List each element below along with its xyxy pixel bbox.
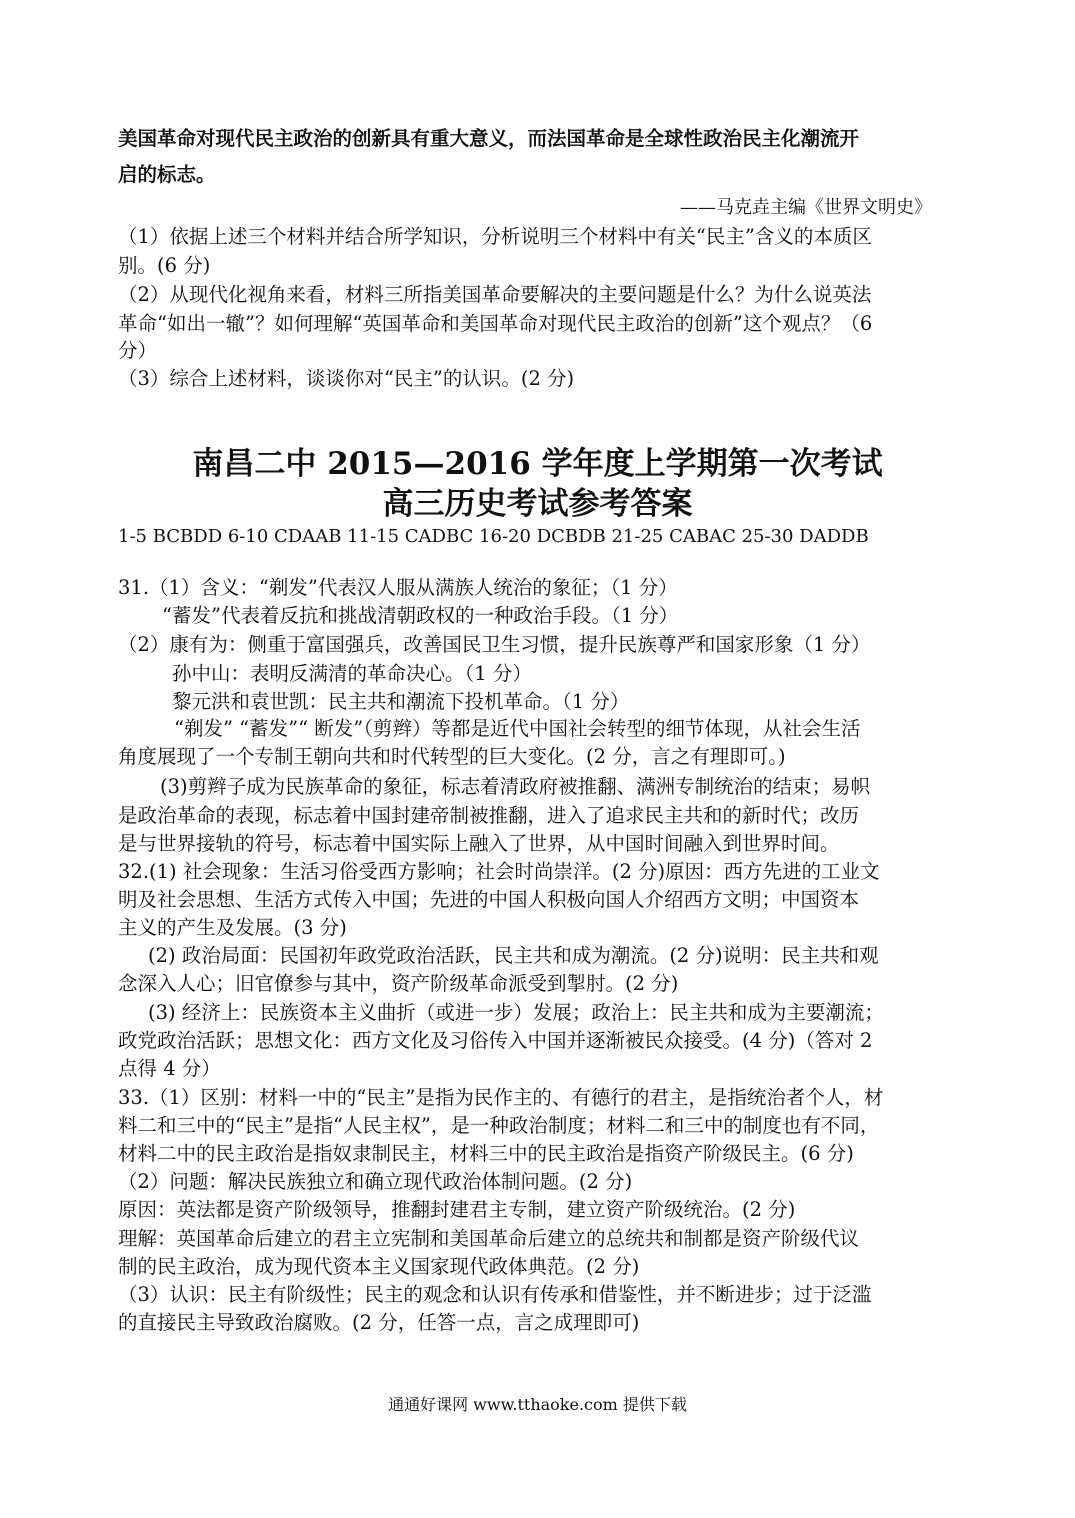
answer-line: 点得 4 分） [118, 1057, 221, 1080]
answer-key-line: 1-5 BCBDD 6-10 CDAAB 11-15 CADBC 16-20 DCBDB 21-25 CABAC 25-30 DADDB [118, 526, 869, 547]
question-line: 分） [118, 339, 158, 362]
question-line: 革命“如出一辙”？如何理解“英国革命和美国革命对现代民主政治的创新”这个观点？（6 [118, 312, 873, 335]
answer-line: 孙中山：表明反满清的革命决心。（1 分） [172, 662, 532, 685]
answer-line: (3) 经济上：民族资本主义曲折（或进一步）发展；政治上：民主共和成为主要潮流； [148, 1001, 884, 1024]
answer-line: 原因：英法都是资产阶级领导，推翻封建君主专制，建立资产阶级统治。(2 分) [118, 1198, 796, 1221]
answer-line: 32.(1) 社会现象：生活习俗受西方影响；社会时尚崇洋。(2 分)原因：西方先进的工业文 [118, 860, 880, 883]
question-line: （3）综合上述材料，谈谈你对“民主”的认识。(2 分) [118, 367, 575, 390]
answer-line: 黎元洪和袁世凯：民主共和潮流下投机革命。（1 分） [172, 690, 630, 713]
answer-line: 理解：英国革命后建立的君主立宪制和美国革命后建立的总统共和制都是资产阶级代议 [118, 1227, 860, 1250]
answer-line: （3）认识：民主有阶级性；民主的观念和认识有传承和借鉴性，并不断进步；过于泛滥 [118, 1283, 872, 1306]
answer-line: 是与世界接轨的符号，标志着中国实际上融入了世界，从中国时间融入到世界时间。 [118, 832, 840, 855]
page-subtitle: 高三历史考试参考答案 [382, 486, 693, 522]
answer-line: 角度展现了一个专制王朝向共和时代转型的巨大变化。(2 分，言之有理即可。) [118, 745, 786, 768]
question-line: （2）从现代化视角来看，材料三所指美国革命要解决的主要问题是什么？为什么说英法 [118, 283, 872, 306]
answer-line: 的直接民主导致政治腐败。(2 分，任答一点，言之成理即可) [118, 1311, 640, 1334]
page-footer: 通通好课网 www.tthaoke.com 提供下载 [388, 1395, 687, 1414]
answer-line: 31.（1）含义：“剃发”代表汉人服从满族人统治的象征；（1 分） [118, 576, 678, 599]
answer-line: (2) 政治局面：民国初年政党政治活跃，民主共和成为潮流。(2 分)说明：民主共和观 [148, 944, 879, 967]
answer-line: （2）康有为：侧重于富国强兵，改善国民卫生习惯，提升民族尊严和国家形象（1 分） [118, 633, 871, 656]
answer-line: （2）问题：解决民族独立和确立现代政治体制问题。(2 分) [118, 1170, 633, 1193]
answer-line: 料二和三中的“民主”是指“人民主权”，是一种政治制度；材料二和三中的制度也有不同， [118, 1114, 880, 1137]
page-title: 南昌二中 2015—2016 学年度上学期第一次考试 [192, 446, 883, 482]
answer-line: 是政治革命的表现，标志着中国封建帝制被推翻，进入了追求民主共和的新时代；改历 [118, 804, 860, 827]
question-line: （1）依据上述三个材料并结合所学知识，分析说明三个材料中有关“民主”含义的本质区 [118, 225, 872, 248]
answer-line: 念深入人心；旧官僚参与其中，资产阶级革命派受到掣肘。(2 分) [118, 972, 679, 995]
answer-line: 明及社会思想、生活方式传入中国；先进的中国人积极向国人介绍西方文明；中国资本 [118, 888, 860, 911]
question-line: 别。(6 分) [118, 254, 211, 277]
answer-line: 主义的产生及发展。(3 分) [118, 916, 347, 939]
answer-line: (3)剪辫子成为民族革命的象征，标志着清政府被推翻、满洲专制统治的结束；易帜 [160, 775, 871, 798]
answer-line: “剃发” “蓄发”“ 断发”（剪辫）等都是近代中国社会转型的细节体现，从社会生活 [174, 717, 861, 740]
answer-line: 材料二中的民主政治是指奴隶制民主，材料三中的民主政治是指资产阶级民主。(6 分) [118, 1142, 854, 1165]
answer-line: 制的民主政治，成为现代资本主义国家现代政体典范。(2 分) [118, 1255, 640, 1278]
answer-line: 政党政治活跃；思想文化：西方文化及习俗传入中国并逐渐被民众接受。(4 分)（答对 2 [118, 1029, 873, 1052]
material-source: ——马克垚主编《世界文明史》 [680, 197, 932, 218]
answer-line: “蓄发”代表着反抗和挑战清朝政权的一种政治手段。（1 分） [162, 604, 679, 627]
material-line-1: 美国革命对现代民主政治的创新具有重大意义，而法国革命是全球性政治民主化潮流开 [118, 127, 860, 150]
material-line-2: 启的标志。 [118, 163, 216, 186]
answer-line: 33.（1）区别：材料一中的“民主”是指为民作主的、有德行的君主，是指统治者个人，材 [118, 1086, 884, 1109]
